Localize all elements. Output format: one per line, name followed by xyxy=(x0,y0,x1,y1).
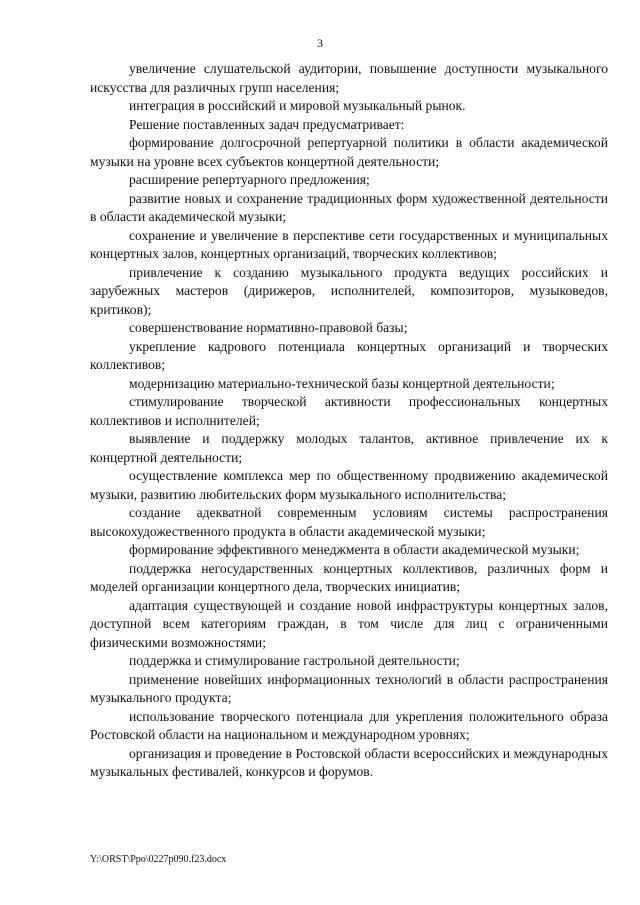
body-paragraph: осуществление комплекса мер по общественному продвижению академической музыки, развитию любительских форм музыкального исполнительства; xyxy=(90,468,608,502)
footer-file-path: Y:\ORST\Ppo\0227p090.f23.docx xyxy=(90,854,227,865)
body-paragraph: развитие новых и сохранение традиционных форм художественной деятельности в области академической музыки; xyxy=(90,190,608,224)
body-paragraph: поддержка и стимулирование гастрольной деятельности; xyxy=(129,653,460,668)
body-paragraph: Решение поставленных задач предусматривает: xyxy=(129,116,405,132)
body-paragraph: адаптация существующей и создание новой инфраструктуры концертных залов, доступной всем категориям граждан, в том числе для лиц с ограниченными физическими возможностями; xyxy=(90,597,608,650)
body-paragraph: сохранение и увеличение в перспективе сети государственных и муниципальных концертных залов, концертных организаций, творческих коллективов; xyxy=(90,227,608,261)
body-paragraph: стимулирование творческой активности профессиональных концертных коллективов и исполнителей; xyxy=(90,394,608,428)
body-paragraph: интеграция в российский и мировой музыкальный рынок. xyxy=(129,98,466,113)
page-number: 3 xyxy=(317,36,323,50)
body-paragraph: увеличение слушательской аудитории, повышение доступности музыкального искусства для различных групп населения; xyxy=(90,61,608,95)
body-paragraph: выявление и поддержку молодых талантов, активное привлечение их к концертной деятельности; xyxy=(90,431,608,465)
body-paragraph: формирование эффективного менеджмента в области академической музыки; xyxy=(129,542,580,557)
body-paragraph: использование творческого потенциала для укрепления положительного образа Ростовской области на национальном и международном уровнях; xyxy=(90,708,608,742)
body-paragraph: привлечение к созданию музыкального продукта ведущих российских и зарубежных мастеров (дирижеров, исполнителей, композиторов, музыковедов, критиков); xyxy=(90,264,608,317)
body-paragraph: применение новейших информационных технологий в области распространения музыкального продукта; xyxy=(90,671,608,705)
body-paragraph: совершенствование нормативно-правовой базы; xyxy=(129,320,408,335)
body-paragraph: создание адекватной современным условиям системы распространения высокохудожественного продукта в области академической музыки; xyxy=(90,505,608,539)
body-paragraph: формирование долгосрочной репертуарной политики в области академической музыки на уровне всех субъектов концертной деятельности; xyxy=(90,135,608,169)
body-paragraph: расширение репертуарного предложения; xyxy=(129,172,370,187)
body-paragraph: модернизацию материально-технической базы концертной деятельности; xyxy=(129,375,555,391)
body-paragraph: укрепление кадрового потенциала концертных организаций и творческих коллективов; xyxy=(90,338,608,372)
document-body xyxy=(90,60,608,782)
body-paragraph: поддержка негосударственных концертных коллективов, различных форм и моделей организации концертного дела, творческих инициатив; xyxy=(90,560,608,594)
body-paragraph: организация и проведение в Ростовской области всероссийских и международных музыкальных фестивалей, конкурсов и форумов. xyxy=(90,745,608,779)
